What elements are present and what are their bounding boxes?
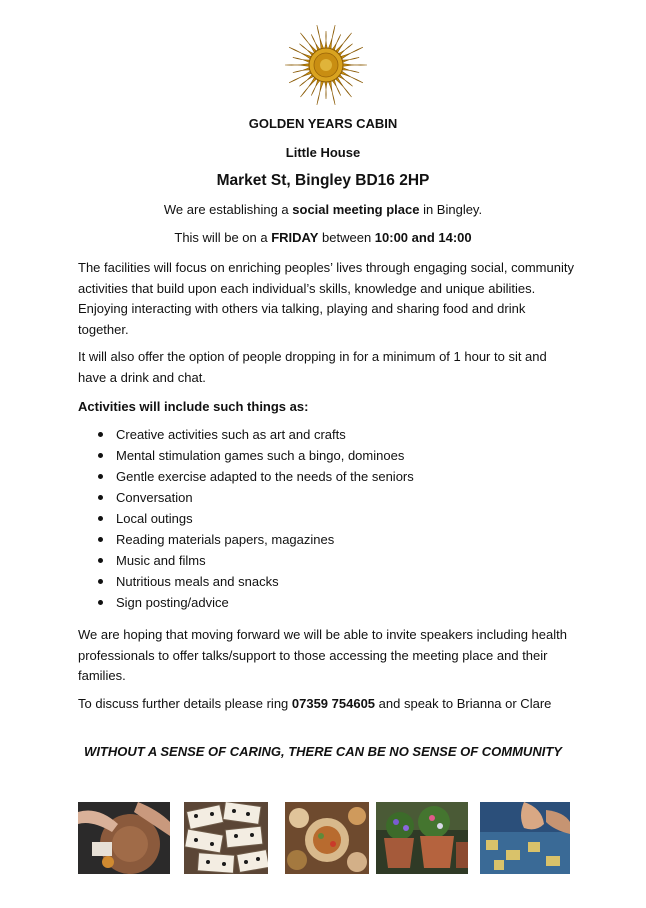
motto: WITHOUT A SENSE OF CARING, THERE CAN BE NO SENSE OF COMMUNITY [84, 744, 562, 759]
bullet-icon [98, 432, 103, 437]
crafts-photo [78, 802, 170, 874]
sun-logo-icon [283, 22, 369, 108]
sun-ray [335, 77, 352, 98]
sun-ray [293, 67, 311, 72]
facilities-paragraph: The facilities will focus on enriching peoples’ lives through engaging social, community activities that build upon each individual’s skills, knowledge and unique abilities. Enjoying interacting with others via talking, playing and sharing food and drink together. [78, 260, 574, 337]
sun-ray [289, 47, 312, 59]
bullet-icon [98, 495, 103, 500]
bullet-icon [98, 558, 103, 563]
bullet-icon [98, 600, 103, 605]
bullet-icon [98, 474, 103, 479]
sun-ray [317, 80, 324, 105]
bullet-icon [98, 579, 103, 584]
activities-list [78, 424, 558, 613]
list-item: Music and films [78, 550, 558, 571]
list-item: Conversation [78, 487, 558, 508]
sun-ray [341, 57, 359, 62]
sun-ray [340, 71, 363, 83]
sun-ray [289, 71, 312, 83]
phone-number: 07359 754605 [291, 696, 376, 711]
speakers-paragraph: We are hoping that moving forward we will be able to invite speakers including health professionals to offer talks/support to those accessing the meeting place and their families. [78, 627, 567, 684]
meal-photo [285, 802, 369, 874]
sun-ray [340, 47, 363, 59]
venue-name: Little House [285, 145, 361, 160]
address: Market St, Bingley BD16 2HP [216, 172, 430, 189]
sun-ray [325, 81, 328, 99]
intro-line-2: This will be on a FRIDAY between 10:00 and 14:00 [174, 230, 472, 245]
list-item: Nutritious meals and snacks [78, 571, 558, 592]
sun-ray [300, 77, 317, 98]
sun-ray [328, 80, 335, 105]
activities-heading: Activities will include such things as: [78, 399, 309, 414]
bullet-icon [98, 453, 103, 458]
plants-photo [376, 802, 468, 874]
list-item: Local outings [78, 508, 558, 529]
sun-ray [335, 33, 352, 54]
sun-ray [325, 31, 328, 49]
jigsaw-photo [480, 802, 570, 874]
sun-ray [293, 57, 311, 62]
org-name: GOLDEN YEARS CABIN [248, 116, 398, 131]
sun-ray [328, 25, 335, 50]
list-item: Sign posting/advice [78, 592, 558, 613]
sun-ray [285, 64, 310, 67]
list-item: Mental stimulation games such a bingo, dominoes [78, 445, 558, 466]
contact-paragraph: To discuss further details please ring 07359 754605 and speak to Brianna or Clare [78, 696, 552, 711]
sun-ray [341, 67, 359, 72]
dominoes-photo [184, 802, 268, 874]
list-item: Creative activities such as art and crafts [78, 424, 558, 445]
list-item: Reading materials papers, magazines [78, 529, 558, 550]
sun-ray [317, 25, 324, 50]
bullet-icon [98, 516, 103, 521]
list-item: Gentle exercise adapted to the needs of the seniors [78, 466, 558, 487]
sun-ray [342, 64, 367, 67]
bullet-icon [98, 537, 103, 542]
sun-ray [300, 33, 317, 54]
drop-in-paragraph: It will also offer the option of people dropping in for a minimum of 1 hour to sit and have a drink and chat. [78, 349, 547, 385]
intro-line-1: We are establishing a social meeting place in Bingley. [163, 202, 483, 217]
